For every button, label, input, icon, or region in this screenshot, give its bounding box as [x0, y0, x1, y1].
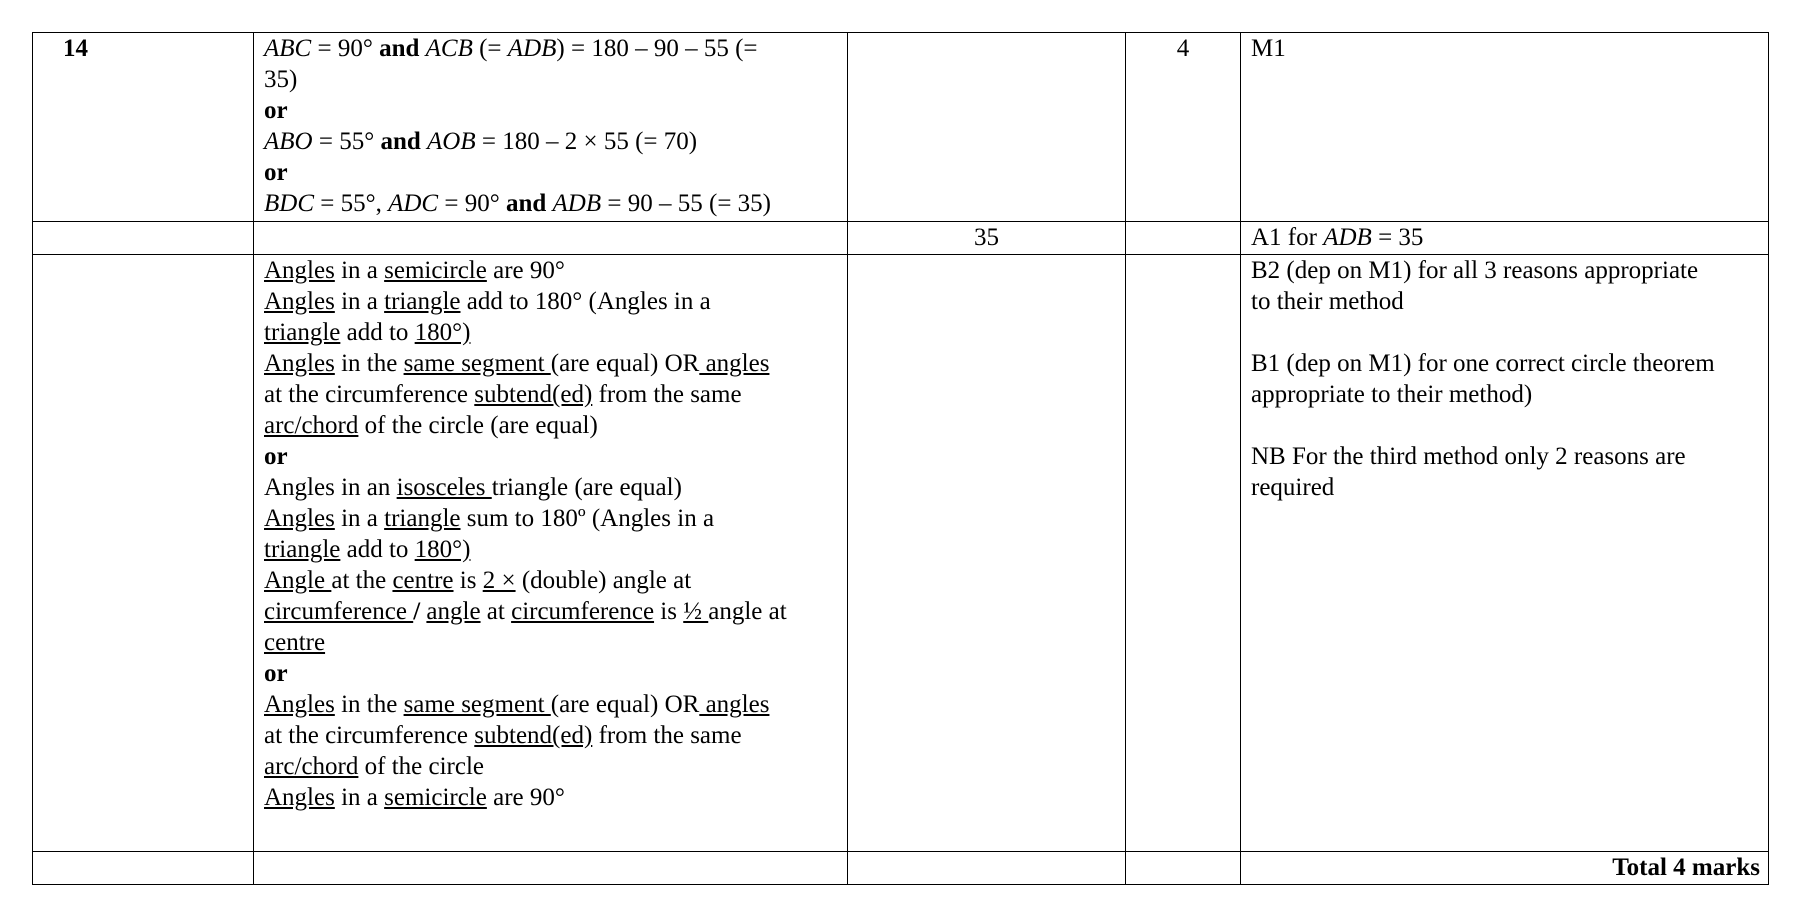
text-segment: semicircle: [384, 784, 487, 811]
reason-line: [264, 658, 837, 689]
reason-line: [264, 472, 837, 503]
reason-line: [264, 255, 837, 286]
answer-value: 35: [848, 222, 1126, 255]
working-cell-empty: [254, 222, 848, 255]
method-line: [264, 188, 837, 219]
marks-cell-empty: [1126, 852, 1241, 885]
method-cell: [254, 33, 848, 222]
text-segment: ADB: [1323, 224, 1372, 251]
text-segment: or: [264, 159, 288, 186]
method-line: [264, 33, 837, 64]
notes-cell: [1241, 255, 1769, 852]
mark-scheme-table: [32, 32, 1769, 885]
marks-value: 4: [1126, 33, 1241, 222]
text-segment: semicircle: [384, 257, 487, 284]
working-cell-empty: [254, 852, 848, 885]
note-line: NB For the third method only 2 reasons are: [1251, 443, 1686, 470]
text-segment: same segment: [403, 691, 551, 718]
text-segment: is: [654, 598, 684, 625]
text-segment: or: [264, 660, 288, 687]
text-segment: subtend(ed): [474, 722, 593, 749]
text-segment: = 180 – 2 × 55 (= 70): [475, 128, 698, 155]
reason-line: [264, 534, 837, 565]
reason-line: [264, 720, 837, 751]
text-segment: triangle: [384, 288, 461, 315]
text-segment: or: [264, 443, 288, 470]
text-segment: = 35: [1371, 224, 1424, 251]
text-segment: ADC: [388, 190, 439, 217]
text-segment: centre: [264, 629, 326, 656]
reason-line: [264, 317, 837, 348]
question-cell-empty: [33, 852, 254, 885]
reason-line: [264, 751, 837, 782]
text-segment: centre: [392, 567, 454, 594]
text-segment: Angles in an: [264, 474, 397, 501]
reason-line: [264, 503, 837, 534]
note-line: appropriate to their method): [1251, 381, 1533, 408]
text-segment: = 55°: [312, 128, 381, 155]
text-segment: Angles: [264, 784, 335, 811]
text-segment: from the same: [592, 381, 742, 408]
text-segment: Angles: [264, 505, 335, 532]
text-segment: in a: [334, 784, 385, 811]
text-segment: = 90 – 55 (= 35): [601, 190, 771, 217]
text-segment: ABO: [264, 128, 313, 155]
text-segment: or: [264, 97, 288, 124]
note-spacer: [1251, 317, 1758, 348]
question-number: 14: [33, 33, 254, 222]
table-row: [33, 222, 1769, 255]
reason-line: [264, 286, 837, 317]
text-segment: ABC: [264, 35, 312, 62]
text-segment: (are equal) OR: [550, 691, 700, 718]
text-segment: = 55°,: [314, 190, 389, 217]
text-segment: arc/chord: [264, 412, 359, 439]
reason-line: [264, 689, 837, 720]
note-line: required: [1251, 474, 1335, 501]
text-segment: at the: [331, 567, 393, 594]
text-segment: (=: [472, 35, 508, 62]
question-cell-empty: [33, 255, 254, 852]
text-segment: Angle: [264, 567, 332, 594]
text-segment: in a: [334, 505, 385, 532]
marks-cell-empty: [1126, 255, 1241, 852]
text-segment: sum to 180º (Angles in a: [460, 505, 715, 532]
note-line: B2 (dep on M1) for all 3 reasons appropriate: [1251, 257, 1699, 284]
method-line: [264, 64, 837, 95]
text-segment: is: [453, 567, 483, 594]
text-segment: /: [413, 598, 421, 625]
text-segment: at the circumference: [264, 722, 475, 749]
text-segment: 2 ×: [482, 567, 516, 594]
text-segment: of the circle (are equal): [358, 412, 598, 439]
method-working: [264, 33, 837, 219]
reason-line: [264, 565, 837, 596]
text-segment: isosceles: [396, 474, 492, 501]
text-segment: A1 for: [1251, 224, 1324, 251]
method-line: [264, 157, 837, 188]
text-segment: = 90°: [438, 190, 506, 217]
text-segment: in a: [334, 257, 385, 284]
method-line: [264, 95, 837, 126]
text-segment: triangle: [264, 536, 341, 563]
text-segment: 180°): [414, 319, 471, 346]
text-segment: add to 180° (Angles in a: [460, 288, 711, 315]
m1-mark: M1: [1241, 33, 1769, 222]
marks-cell-empty: [1126, 222, 1241, 255]
table-row: [33, 255, 1769, 852]
text-segment: in a: [334, 288, 385, 315]
text-segment: AOB: [427, 128, 476, 155]
reason-line: [264, 627, 837, 658]
guidance-notes: [1251, 255, 1758, 503]
text-segment: ½: [683, 598, 709, 625]
text-segment: are 90°: [486, 257, 565, 284]
text-segment: 35): [264, 66, 298, 93]
text-segment: arc/chord: [264, 753, 359, 780]
answer-cell-empty: [848, 255, 1126, 852]
method-line: [264, 126, 837, 157]
answer-cell-empty: [848, 33, 1126, 222]
text-segment: ADB: [552, 190, 602, 217]
reason-line: [264, 782, 837, 813]
text-segment: triangle: [264, 319, 341, 346]
text-segment: angle: [426, 598, 481, 625]
text-segment: triangle: [384, 505, 461, 532]
text-segment: and: [505, 190, 547, 217]
text-segment: subtend(ed): [474, 381, 593, 408]
note-spacer: [1251, 410, 1758, 441]
text-segment: from the same: [592, 722, 742, 749]
question-cell-empty: [33, 222, 254, 255]
text-segment: add to: [340, 319, 415, 346]
answer-cell-empty: [848, 852, 1126, 885]
note-line: B1 (dep on M1) for one correct circle theorem: [1251, 350, 1715, 377]
reasons-cell: [254, 255, 848, 852]
text-segment: and: [380, 128, 421, 155]
table-row: [33, 33, 1769, 222]
text-segment: of the circle: [358, 753, 485, 780]
reason-line: [264, 348, 837, 379]
reason-line: [264, 410, 837, 441]
table-row: [33, 852, 1769, 885]
text-segment: in the: [334, 350, 404, 377]
text-segment: Angles: [264, 257, 335, 284]
text-segment: = 90°: [311, 35, 380, 62]
text-segment: at the circumference: [264, 381, 475, 408]
text-segment: circumference: [264, 598, 414, 625]
text-segment: are 90°: [486, 784, 565, 811]
text-segment: circumference: [511, 598, 655, 625]
text-segment: angle at: [708, 598, 787, 625]
text-segment: angles: [699, 350, 770, 377]
text-segment: (are equal) OR: [550, 350, 700, 377]
reason-line: [264, 379, 837, 410]
text-segment: Angles: [264, 691, 335, 718]
text-segment: ADB: [507, 35, 557, 62]
text-segment: triangle (are equal): [491, 474, 682, 501]
text-segment: 180°): [414, 536, 471, 563]
text-segment: Angles: [264, 288, 335, 315]
text-segment: add to: [340, 536, 415, 563]
text-segment: ) = 180 – 90 – 55 (=: [556, 35, 758, 62]
text-segment: angles: [699, 691, 770, 718]
text-segment: same segment: [403, 350, 551, 377]
text-segment: ACB: [425, 35, 473, 62]
total-marks: Total 4 marks: [1241, 852, 1769, 885]
reason-line: [264, 596, 837, 627]
text-segment: at: [480, 598, 512, 625]
text-segment: (double) angle at: [515, 567, 692, 594]
text-segment: and: [379, 35, 420, 62]
a1-note-cell: [1241, 222, 1769, 255]
reasons-list: [264, 255, 837, 813]
a1-note: [1251, 222, 1758, 253]
text-segment: Angles: [264, 350, 335, 377]
text-segment: in the: [334, 691, 404, 718]
reason-line: [264, 441, 837, 472]
text-segment: BDC: [264, 190, 314, 217]
note-line: to their method: [1251, 288, 1404, 315]
